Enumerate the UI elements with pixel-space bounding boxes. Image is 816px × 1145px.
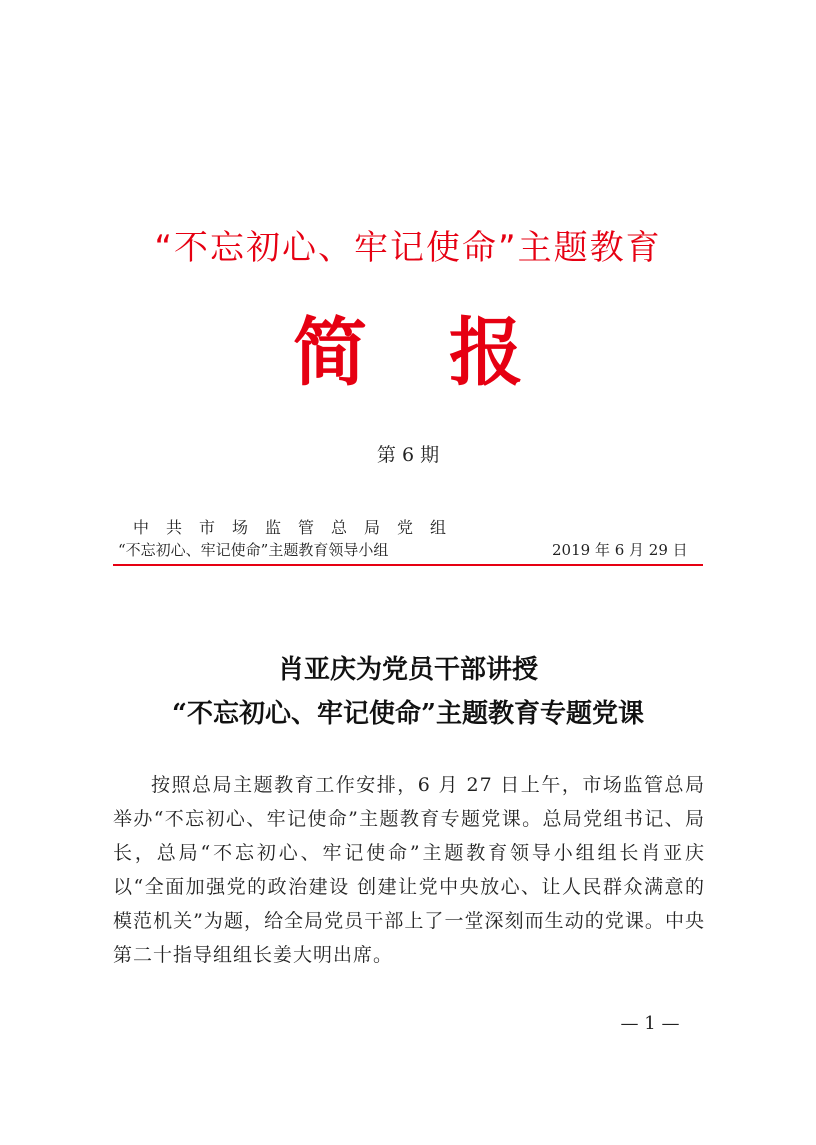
article-title xyxy=(0,648,816,736)
article-paragraph: 按照总局主题教育工作安排，6 月 27 日上午，市场监管总局举办“不忘初心、牢记使命”主题教育专题党课。总局党组书记、局长，总局“不忘初心、牢记使命”主题教育领导小组组长肖亚庆以“全面加强党的政治建设 创建让党中央放心、让人民群众满意的模范机关”为题，给全局党员干部上了一堂深刻而生动的党课。中央第二十指导组组长姜大明出席。 xyxy=(113,774,705,966)
page-number: — 1 — xyxy=(620,1013,680,1034)
issuer-name: 中共市场监管总局党组 xyxy=(133,518,464,537)
masthead-title: “不忘初心、牢记使命”主题教育 xyxy=(154,228,662,268)
issue-number: 第 6 期 xyxy=(376,444,440,466)
article-title-line-2: “不忘初心、牢记使命”主题教育专题党课 xyxy=(172,699,644,729)
red-divider-rule xyxy=(113,564,703,566)
article-body xyxy=(113,768,705,972)
issue-date: 2019 年 6 月 29 日 xyxy=(552,541,688,559)
article-title-line-1: 肖亚庆为党员干部讲授 xyxy=(277,655,538,685)
issuer-group: “不忘初心、牢记使命”主题教育领导小组 xyxy=(118,541,389,559)
masthead-char-2: 报 xyxy=(449,310,523,396)
masthead-bulletin-title xyxy=(0,308,816,398)
masthead-char-1: 简 xyxy=(293,310,367,396)
